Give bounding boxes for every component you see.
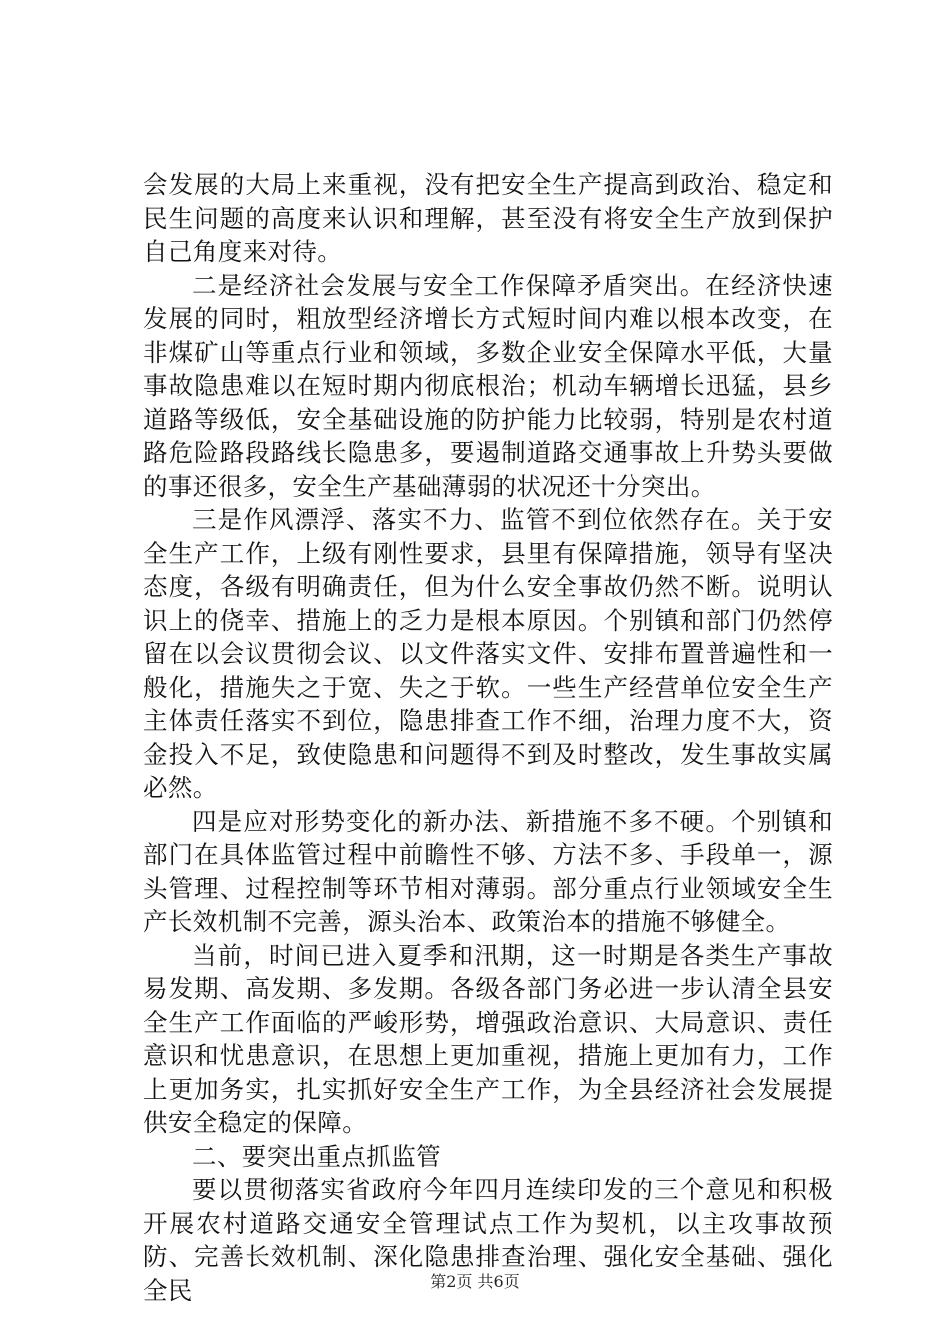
paragraph-5: 当前，时间已进入夏季和汛期，这一时期是各类生产事故易发期、高发期、多发期。各级各部门务必进一步认清全县安全生产工作面临的严峻形势，增强政治意识、大局意识、责任意识和忧患意识，在思想上更加重视，措施上更加有力，工作上更加务实，扎实抓好安全生产工作，为全县经济社会发展提供安全稳定的保障。 [143, 940, 833, 1137]
paragraph-2: 二是经济社会发展与安全工作保障矛盾突出。在经济快速发展的同时，粗放型经济增长方式短时间内难以根本改变，在非煤矿山等重点行业和领域，多数企业安全保障水平低，大量事故隐患难以在短时期内彻底根治；机动车辆增长迅猛，县乡道路等级低，安全基础设施的防护能力比较弱，特别是农村道路危险路段路线长隐患多，要遏制道路交通事故上升势头要做的事还很多，安全生产基础薄弱的状况还十分突出。 [143, 270, 833, 501]
document-body [143, 168, 833, 1307]
page-footer: 第2页 共6页 [430, 1272, 520, 1291]
section-heading: 二、要突出重点抓监管 [192, 1141, 441, 1171]
paragraph-6: 要以贯彻落实省政府今年四月连续印发的三个意见和积极开展农村道路交通安全管理试点工作为契机，以主攻事故预防、完善长效机制、深化隐患排查治理、强化安全基础、强化全民 [143, 1175, 833, 1305]
paragraph-1: 会发展的大局上来重视，没有把安全生产提高到政治、稳定和民生问题的高度来认识和理解，甚至没有将安全生产放到保护自己角度来对待。 [143, 170, 833, 266]
paragraph-3: 三是作风漂浮、落实不力、监管不到位依然存在。关于安全生产工作，上级有刚性要求，县里有保障措施，领导有坚决态度，各级有明确责任，但为什么安全事故仍然不断。说明认识上的侥幸、措施上的乏力是根本原因。个别镇和部门仍然停留在以会议贯彻会议、以文件落实文件、安排布置普遍性和一般化，措施失之于宽、失之于软。一些生产经营单位安全生产主体责任落实不到位，隐患排查工作不细，治理力度不大，资金投入不足，致使隐患和问题得不到及时整改，发生事故实属必然。 [143, 505, 833, 802]
paragraph-4: 四是应对形势变化的新办法、新措施不多不硬。个别镇和部门在具体监管过程中前瞻性不够、方法不多、手段单一，源头管理、过程控制等环节相对薄弱。部分重点行业领域安全生产长效机制不完善，源头治本、政策治本的措施不够健全。 [143, 806, 833, 936]
